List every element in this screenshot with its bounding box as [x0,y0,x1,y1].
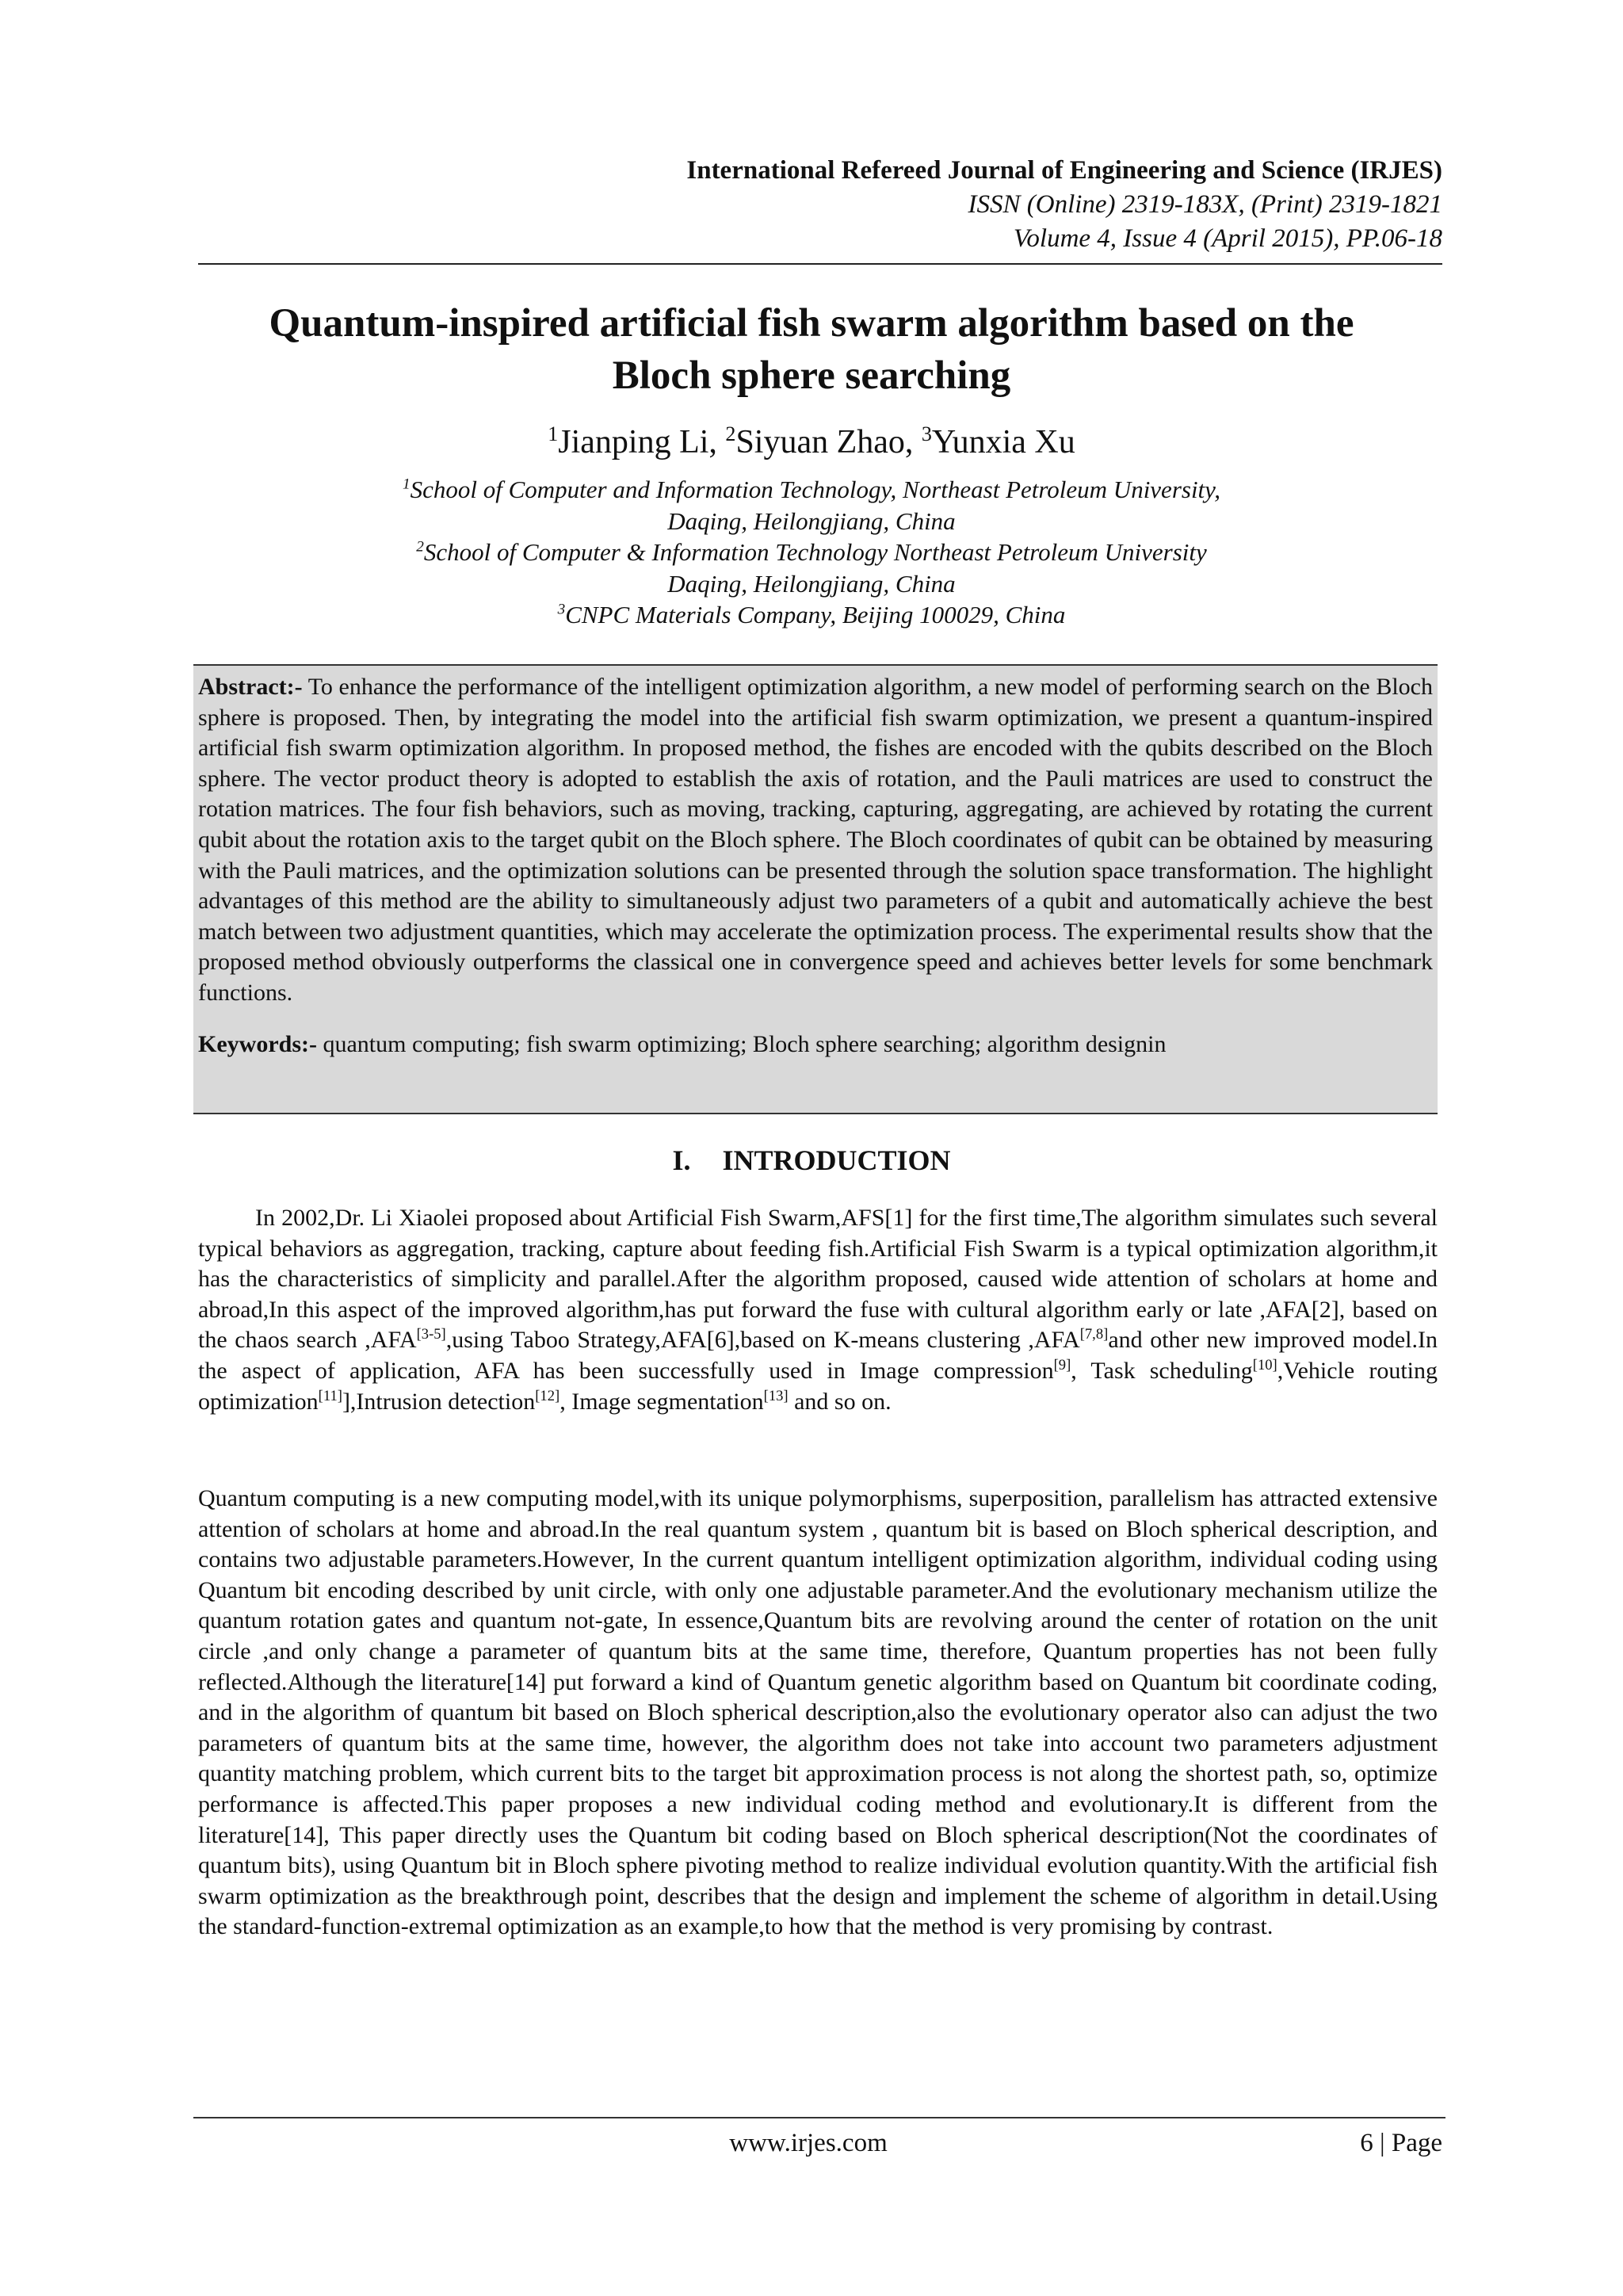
footer-url: www.irjes.com [729,2129,888,2157]
author-2-sup: 2 [725,422,736,445]
abstract-box [193,664,1438,1114]
intro-p1-text-0: In 2002,Dr. Li Xiaolei proposed about Artificial Fish Swarm,AFS[1] for the first time,The algorithm simulates such several typical behaviors as aggregation, tracking, capture about feeding fish.Artificial Fish Swarm is a typical optimization algorithm,it has the characteristics of simplicity and parallel.After the algorithm proposed, caused wide attention of scholars at home and abroad,In this aspect of the improved algorithm,has put forward the fuse with cultural algorithm early or late ,AFA[2], based on the chaos search ,AFA [198,1205,1438,1354]
footer-rule [193,2117,1445,2118]
footer-page-number: 6 | Page [1360,2129,1442,2157]
keywords-text: quantum computing; fish swarm optimizing; Bloch sphere searching; algorithm designin [316,1030,1167,1057]
abstract-paragraph [198,672,1433,1009]
affiliation-2-location: Daqing, Heilongjiang, China [667,569,956,598]
intro-p1-text-2: ,using Taboo Strategy,AFA[6],based on K-means clustering ,AFA [445,1327,1080,1354]
title-line-2: Bloch sphere searching [612,353,1011,398]
affiliation-3 [158,599,1465,631]
journal-header [198,154,1442,256]
keywords-paragraph [198,1030,1433,1060]
affiliation-1-sup: 1 [403,476,411,493]
intro-p1-text-14: and so on. [788,1388,892,1415]
author-2-name: Siyuan Zhao, [735,424,922,460]
author-1-name: Jianping Li, [558,424,726,460]
affiliation-1-location: Daqing, Heilongjiang, China [667,506,956,535]
citation-sup: [3-5] [416,1326,446,1343]
citation-sup: [9] [1053,1356,1071,1373]
abstract-label: Abstract:- [198,674,303,700]
intro-p1-text-8: ,Vehicle routing optimization [198,1357,1438,1415]
author-1-sup: 1 [548,422,559,445]
affiliation-3-sup: 3 [557,602,566,619]
intro-p1-text-12: , Image segmentation [559,1388,764,1415]
intro-p1-text-6: , Task scheduling [1071,1357,1253,1384]
title-line-1: Quantum-inspired artificial fish swarm algorithm based on the [269,301,1354,346]
section-number: I. [672,1144,691,1176]
intro-paragraph-1 [198,1203,1438,1417]
citation-sup: [11] [318,1387,342,1404]
section-title: INTRODUCTION [722,1144,951,1176]
affiliation-1 [158,474,1465,506]
author-3-sup: 3 [921,422,932,445]
citation-sup: [7,8] [1079,1326,1109,1343]
journal-issn: ISSN (Online) 2319-183X, (Print) 2319-1821 [968,190,1442,219]
journal-volume: Volume 4, Issue 4 (April 2015), PP.06-18 [1013,224,1442,253]
affiliation-2-sup: 2 [416,538,424,556]
citation-sup: [12] [535,1387,560,1404]
affiliations [158,474,1465,631]
affiliation-1-line-1: School of Computer and Information Technology, Northeast Petroleum University, [410,476,1220,503]
author-list [158,420,1465,464]
affiliation-2 [158,537,1465,568]
journal-name: International Refereed Journal of Engineering and Science (IRJES) [686,156,1442,185]
section-heading-introduction [158,1141,1465,1179]
intro-p1-text-4: and other new improved model.In the aspect of application, AFA has been successfully used in Image compression [198,1327,1438,1384]
paper-title [158,297,1465,402]
author-3-name: Yunxia Xu [931,424,1075,460]
affiliation-3-line-1: CNPC Materials Company, Beijing 100029, China [565,601,1066,629]
header-rule [198,263,1442,265]
keywords-label: Keywords:- [198,1030,317,1057]
citation-sup: [10] [1252,1356,1277,1373]
intro-paragraph-2: Quantum computing is a new computing model,with its unique polymorphisms, superposition, parallelism has attracted extensive attention of scholars at home and abroad.In the real quantum system , quantum bit is based on Bloch spherical description, and contains two adjustable parameters.However, In the current quantum intelligent optimization algorithm, individual coding using Quantum bit encoding described by unit circle, with only one adjustable parameter.And the evolutionary mechanism utilize the quantum rotation gates and quantum not-gate, In essence,Quantum bits are revolving around the center of rotation on the unit circle ,and only change a parameter of quantum bits at the same time, therefore, Quantum properties has not been fully reflected.Although the literature[14] put forward a kind of Quantum genetic algorithm based on Quantum bit coordinate coding, and in the algorithm of quantum bit based on Bloch spherical description,also the evolutionary operator also can adjust the two parameters of quantum bits at the same time, however, the algorithm does not take into account two parameters adjustment quantity matching problem, which current bits to the target bit approximation process is not along the shortest path, so, optimize performance is affected.This paper proposes a new individual coding method and evolutionary.It is different from the literature[14], This paper directly uses the Quantum bit coding based on Bloch spherical description(Not the coordinates of quantum bits), using Quantum bit in Bloch sphere pivoting method to realize individual evolution quantity.With the artificial fish swarm optimization as the breakthrough point, describes that the design and implement the scheme of algorithm in detail.Using the standard-function-extremal optimization as an example,to how that the method is very promising by contrast. [198,1485,1438,1940]
affiliation-2-line-1: School of Computer & Information Technology Northeast Petroleum University [423,538,1207,567]
citation-sup: [13] [763,1387,789,1404]
intro-p1-text-10: ],Intrusion detection [342,1388,536,1415]
abstract-text: To enhance the performance of the intelligent optimization algorithm, a new model of performing search on the Bloch sphere is proposed. Then, by integrating the model into the artificial fish swarm optimization, we present a quantum-inspired artificial fish swarm optimization algorithm. In proposed method, the fishes are encoded with the qubits described on the Bloch sphere. The vector product theory is adopted to establish the axis of rotation, and the Pauli matrices are used to construct the rotation matrices. The four fish behaviors, such as moving, tracking, capturing, aggregating, are achieved by rotating the current qubit about the rotation axis to the target qubit on the Bloch sphere. The Bloch coordinates of qubit can be obtained by measuring with the Pauli matrices, and the optimization solutions can be presented through the solution space transformation. The highlight advantages of this method are the ability to simultaneously adjust two parameters of a qubit and automatically achieve the best match between two adjustment quantities, which may accelerate the optimization process. The experimental results show that the proposed method obviously outperforms the classical one in convergence speed and achieves better levels for some benchmark functions. [198,674,1433,1006]
